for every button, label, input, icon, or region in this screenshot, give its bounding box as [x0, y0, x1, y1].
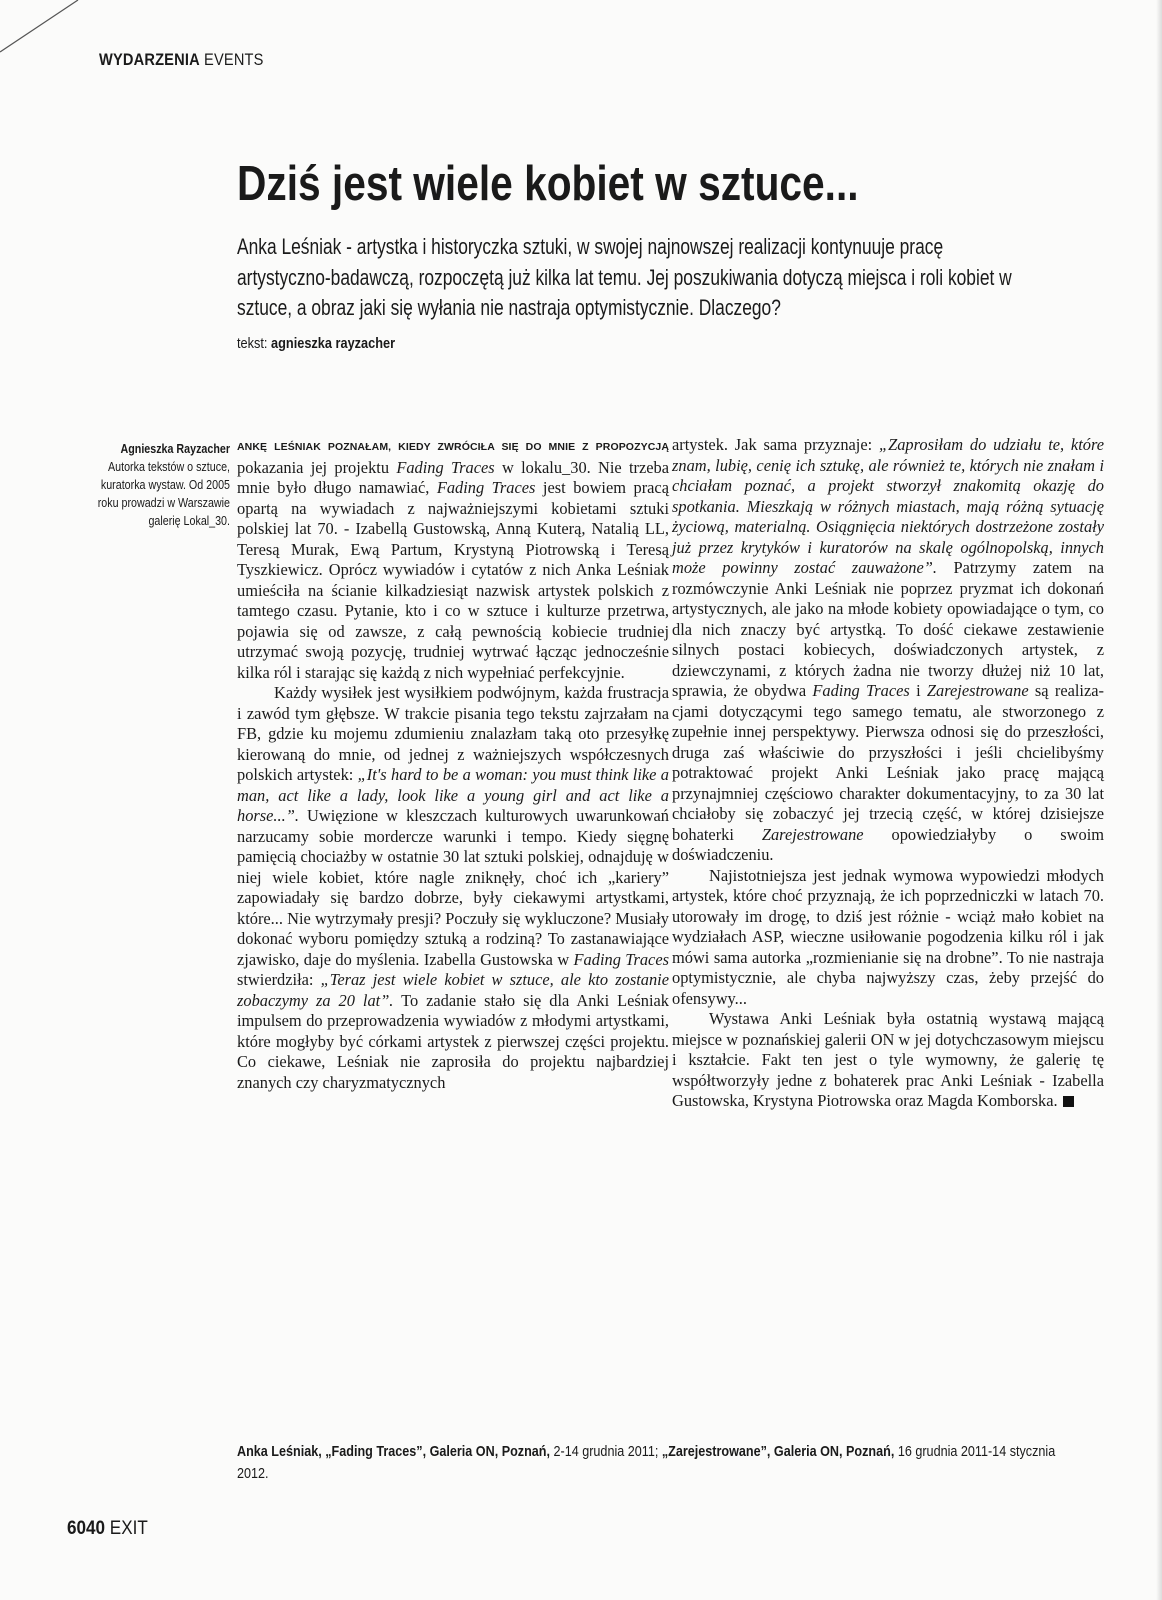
article-lead: Anka Leśniak - artystka i historyczka sztuki, w swojej najnowszej realizacji kontynuuje pracę artystyczno-badawczą, rozpoczętą już kilka lat temu. Jej poszukiwania dotyczą miejsca i roli kobiet w sztuce, a obraz jaki się wyłania nie nastraja optymistycznie. Dlaczego?: [237, 234, 1012, 320]
caption-bold: Anka Leśniak, „Fading Traces”, Galeria ON, Poznań,: [237, 1443, 551, 1460]
section-label-primary: WYDARZENIA: [99, 50, 200, 69]
text-run: jest bowiem pracą opartą na wywiadach z najważniejszymi kobietami sztuki polskiej lat 70. - Izabellą Gustowską, Anną Kuterą, Natalią LL, Teresą Murak, Ewą Partum, Krystyną Piotrowską i Teresą Tyszkiewicz. Oprócz wywiadów i cytatów z nich Anka Leśniak umieściła na ścianie kilkadziesiąt nazwisk artystek polskich z tamtego czasu. Pytanie, kto i co w sztuce i kulturze przetrwa, pojawia się od zawsze, z całą pewnością kobiecie trudniej utrzymać swoją pozycję, trudniej wytrwać łącząc jednocześnie kilka ról i starając się każdą z nich wypełniać perfekcyjnie.: [237, 478, 669, 682]
magazine-name: EXIT: [109, 1518, 148, 1539]
corner-decorative-line: [0, 0, 90, 70]
text-run: w lokalu_30. Nie trzeba mnie było długo namawiać,: [237, 457, 670, 497]
text-run: Wystawa Anki Leśniak była ostatnią wystawą mającą miejsce w poznańskiej galerii ON w jej dotychczasowym miejscu i kształcie. Fakt ten jest o tyle wymowny, że galerię tę współtworzyły jedne z bohaterek prac Anki Leśniak - Izabella Gustowska, Krystyna Piotrowska oraz Magda Komborska.: [672, 1009, 1104, 1110]
page-folio: [67, 1518, 148, 1540]
page-edge-shadow: [1156, 0, 1162, 1600]
work-title: Zarejestrowane: [761, 824, 864, 844]
quote: „Teraz jest wiele kobiet w sztuce, ale kto zostanie zobaczymy za 20 lat”.: [237, 970, 669, 1010]
caption-bold: „Zarejestrowane”, Galeria ON, Poznań,: [661, 1443, 895, 1460]
page-number: 6040: [67, 1518, 106, 1539]
text-run: są realizacjami dotyczącymi tego samego tematu, ale stworzonego z zupełnie innej perspektywy. Pierwsza odnosi się do przeszłości, druga zaś właściwie do przyszłości i jeśli chcielibyśmy potraktować projekt Anki Leśniak jako pracę mającą przynajmniej częściowo charakter dokumentacyjny, to za 30 lat chciałoby się zobaczyć jej trzecią część, w której dzisiejsze bohaterki: [672, 681, 1104, 844]
byline-prefix: tekst:: [237, 335, 268, 352]
text-run: opowiedziałyby o swoim doświadczeniu.: [672, 824, 1104, 864]
byline: [237, 335, 395, 352]
byline-author: agnieszka rayzacher: [271, 335, 396, 352]
text-run: Każdy wysiłek jest wysiłkiem podwójnym, każda frustracja i zawód tym głębsze. W trakcie pisania tego tekstu zajrzałam na FB, gdzie ku mojemu zdumieniu znalazłam taką oto przesyłkę kierowaną do mnie, od jednej z ważniejszych współczesnych polskich artystek:: [237, 683, 669, 784]
end-of-article-mark: [1063, 1096, 1074, 1107]
work-title: Fading Traces: [573, 949, 669, 969]
author-bio-name: Agnieszka Rayzacher: [120, 442, 230, 456]
text-run: i: [909, 681, 927, 700]
author-bio: [79, 440, 230, 530]
paragraph: [237, 435, 669, 683]
text-run: stwierdziła:: [237, 970, 321, 989]
work-title: Fading Traces: [436, 478, 536, 497]
work-title: Fading Traces: [396, 457, 495, 477]
section-label-secondary: EVENTS: [204, 50, 264, 69]
text-run: Uwięzione w kleszczach kulturowych uwarunkowań narzucamy sobie mordercze warunki i tempo. Kiedy sięgnę pamięcią chociażby w ostatnie 30 lat sztuki polskiej, odnajduję w niej wiele kobiet, które nagle zniknęły, choć ich „kariery” zapowiadały się bardzo dobrze, były ciekawymi artystkami, które... Nie wytrzymały presji? Poczuły się wykluczone? Musiały dokonać wyboru pomiędzy sztuką a rodziną? To zastanawiające zjawisko, daje do myślenia. Izabella Gustowska w: [237, 806, 669, 969]
opening-smallcaps: ANKĘ LEŚNIAK POZNAŁAM, KIEDY ZWRÓCIŁA SIĘ DO MNIE Z PROPOZYCJĄ: [237, 441, 669, 453]
work-title: Zarejestrowane: [926, 681, 1029, 700]
text-run: artystek. Jak sama przyznaje:: [672, 435, 879, 454]
text-run: To zadanie stało się dla Anki Leśniak impulsem do przeprowadzenia wywiadów z młodymi artystkami, które mogłyby być córkami artystek z pierwszej części projektu. Co ciekawe, Leśniak nie zaprosiła do projektu najbardziej znanych czy charyzmatycznych: [237, 990, 670, 1092]
article-column-1: [237, 435, 669, 1093]
paragraph: [237, 683, 669, 1093]
caption-text: 2-14 grudnia 2011;: [550, 1443, 662, 1460]
paragraph: Najistotniejsza jest jednak wymowa wypowiedzi młodych artystek, które choć przyznają, że ich poprzedniczki w latach 70. utorowały im drogę, to dziś jest różnie - wciąż mało kobiet na wydziałach ASP, wieczne usiłowanie pogodzenia kilku ról i jak mówi sama autorka „rozmienianie się na drobne”. To nie nastraja optymistycznie, ale chyba najwyższy czas, żeby przejść do ofensywy...: [672, 865, 1104, 1008]
section-label: [99, 50, 264, 70]
article-column-2: [672, 435, 1104, 1112]
quote: „It's hard to be a woman: you must think like a man, act like a lady, look like a young girl and act like a horse...”.: [237, 765, 669, 825]
paragraph: [672, 1009, 1104, 1112]
text-run: pokazania jej projektu: [237, 457, 397, 477]
caption-text: 16 grudnia 2011-14 stycznia 2012.: [237, 1443, 1056, 1482]
text-run: Patrzymy zatem na rozmówczynie Anki Leśniak nie poprzez pryzmat ich dokonań artystycznych, ale jako na młode kobiety opowiadające o tym, co dla nich znaczy być artystką. To dość ciekawe zestawienie silnych postaci kobiecych, doświadczonych artystek, z dziewczynami, z których żadna nie tworzy dłużej niż 10 lat, sprawia, że obydwa: [672, 558, 1104, 700]
paragraph: [672, 435, 1104, 866]
quote: „Zaprosiłam do udziału te, które znam, lubię, cenię ich sztukę, ale również te, których nie znałam i chciałam poznać, a projekt stworzył znakomitą okazję do spotkania. Mieszkają w różnych miastach, mają różną sytuację życiową, materialną. Osiągnięcia niektórych dostrzeżone zostały już przez krytyków i kuratorów na skalę ogólnopolską, innych może powinny zostać zauważone”.: [672, 435, 1104, 577]
exhibition-caption: [237, 1441, 1090, 1484]
author-bio-text: Autorka tekstów o sztuce, kuratorka wystaw. Od 2005 roku prowadzi w Warszawie galerię Lokal_30.: [97, 460, 230, 528]
work-title: Fading Traces: [812, 681, 910, 700]
article-headline: Dziś jest wiele kobiet w sztuce...: [237, 157, 859, 211]
